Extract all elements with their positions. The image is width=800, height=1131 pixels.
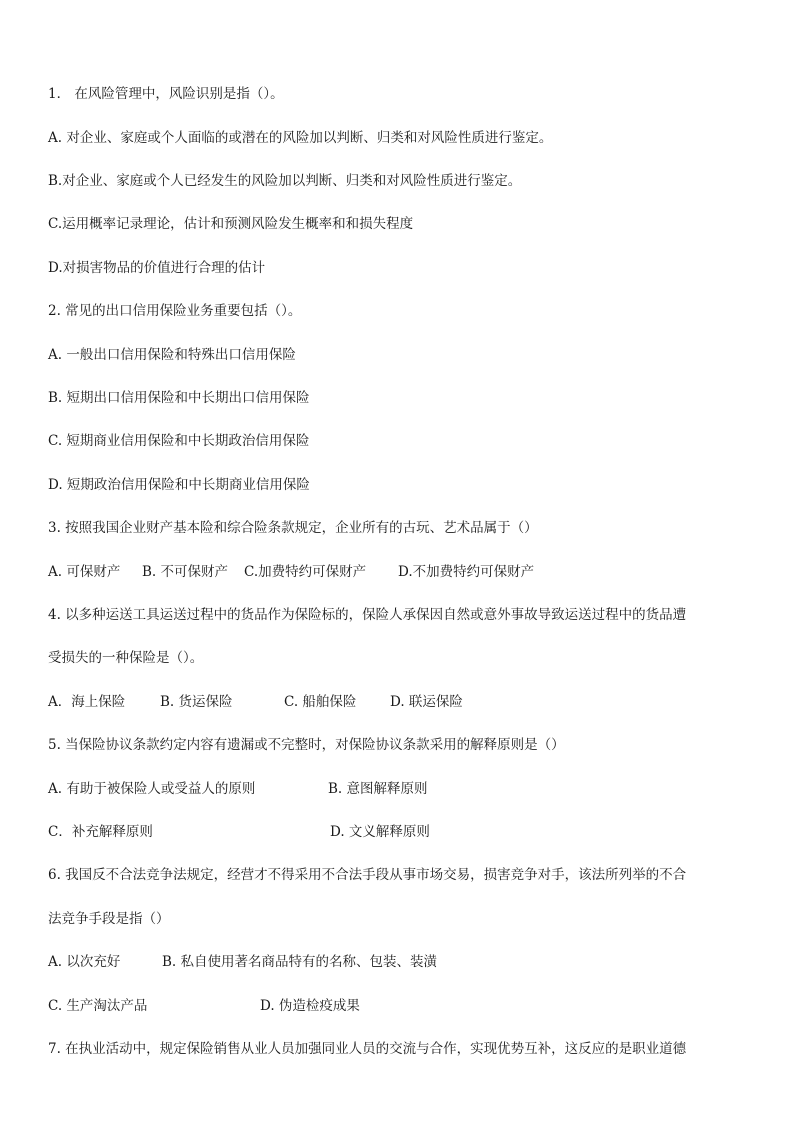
question-4-stem: 4. 以多种运送工具运送过程中的货品作为保险标的，保险人承保因自然或意外事故导致运送过程中的货品遭 — [48, 607, 687, 623]
q5-option-a: A. 有助于被保险人或受益人的原则 — [48, 781, 256, 797]
q3-option-a: A. 可保财产 — [48, 564, 121, 580]
question-2-stem: 2. 常见的出口信用保险业务重要包括（）。 — [48, 303, 302, 319]
q3-option-b: B. 不可保财产 — [142, 564, 229, 580]
q6-option-a: A. 以次充好 — [48, 954, 121, 970]
question-1-stem: 1． 在风险管理中，风险识别是指（）。 — [48, 86, 284, 102]
question-2-option-a: A. 一般出口信用保险和特殊出口信用保险 — [48, 347, 296, 363]
q6-option-b: B. 私自使用著名商品特有的名称、包装、装潢 — [162, 954, 438, 970]
q4-option-a: A．海上保险 — [48, 694, 126, 710]
q6-option-c: C. 生产淘汰产品 — [48, 998, 148, 1014]
question-1-option-b: B.对企业、家庭或个人已经发生的风险加以判断、归类和对风险性质进行鉴定。 — [48, 173, 522, 189]
q4-option-b: B. 货运保险 — [160, 694, 233, 710]
question-2-option-c: C. 短期商业信用保险和中长期政治信用保险 — [48, 433, 310, 449]
q3-option-d: D.不加费特约可保财产 — [398, 564, 535, 580]
question-2-option-b: B. 短期出口信用保险和中长期出口信用保险 — [48, 390, 310, 406]
question-4-stem-cont: 受损失的一种保险是（）。 — [48, 650, 204, 666]
question-5-stem: 5. 当保险协议条款约定内容有遗漏或不完整时，对保险协议条款采用的解释原则是（） — [48, 737, 565, 753]
q4-option-c: C. 船舶保险 — [284, 694, 357, 710]
question-7-stem: 7. 在执业活动中，规定保险销售从业人员加强同业人员的交流与合作，实现优势互补，这反应的是职业道德 — [48, 1041, 687, 1057]
q5-option-c: C．补充解释原则 — [48, 824, 153, 840]
q5-option-d: D. 文义解释原则 — [330, 824, 430, 840]
question-1-option-a: A. 对企业、家庭或个人面临的或潜在的风险加以判断、归类和对风险性质进行鉴定。 — [48, 130, 553, 146]
question-1-option-c: C.运用概率记录理论，估计和预测风险发生概率和和损失程度 — [48, 216, 414, 232]
question-6-stem: 6. 我国反不合法竞争法规定，经营才不得采用不合法手段从事市场交易，损害竞争对手，该法所列举的不合 — [48, 867, 687, 883]
q3-option-c: C.加费特约可保财产 — [244, 564, 367, 580]
question-3-stem: 3. 按照我国企业财产基本险和综合险条款规定，企业所有的古玩、艺术品属于（） — [48, 520, 538, 536]
q4-option-d: D. 联运保险 — [390, 694, 463, 710]
q6-option-d: D. 伪造检疫成果 — [260, 998, 360, 1014]
question-2-option-d: D. 短期政治信用保险和中长期商业信用保险 — [48, 477, 310, 493]
question-1-option-d: D.对损害物品的价值进行合理的估计 — [48, 260, 266, 276]
question-6-stem-cont: 法竞争手段是指（） — [48, 911, 170, 927]
q5-option-b: B. 意图解释原则 — [328, 781, 428, 797]
